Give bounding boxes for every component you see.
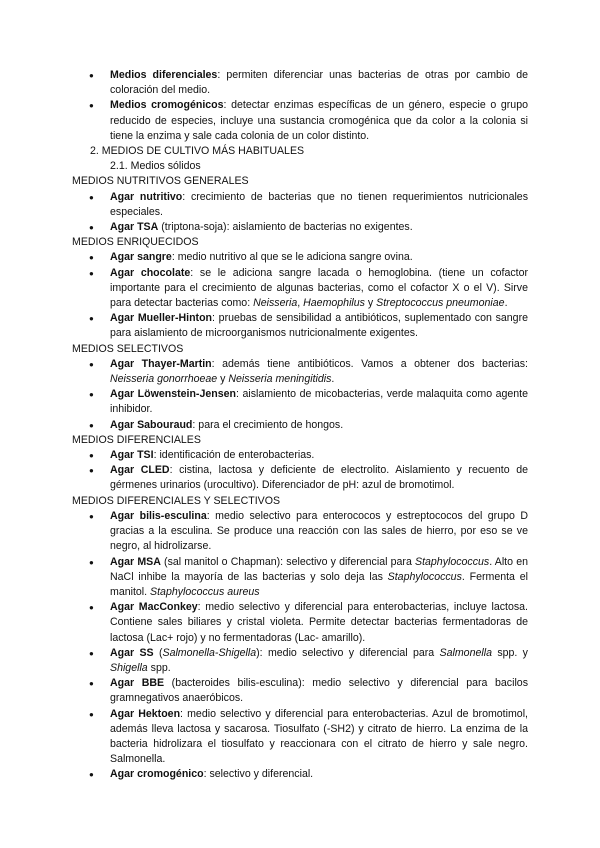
list-item: ● Agar Thayer-Martin: además tiene antibióticos. Vamos a obtener dos bacterias: Neisseria gonorrhoeae y Neisseria meningitidis. [72, 357, 528, 387]
list-item: ● Agar nutritivo: crecimiento de bacterias que no tienen requerimientos nutricionales especiales. [72, 190, 528, 220]
section-title-enriquecidos: MEDIOS ENRIQUECIDOS [72, 236, 199, 249]
section-title-nutritivos: MEDIOS NUTRITIVOS GENERALES [72, 175, 249, 188]
subsection-heading-2-1: 2.1. Medios sólidos [110, 160, 201, 173]
section-title-selectivos: MEDIOS SELECTIVOS [72, 342, 184, 355]
section-title-dif-selectivos: MEDIOS DIFERENCIALES Y SELECTIVOS [72, 494, 281, 507]
list-item: ● Agar SS (Salmonella-Shigella): medio selectivo y diferencial para Salmonella spp. y Shigella spp. [72, 646, 528, 676]
list-item: ● Agar Mueller-Hinton: pruebas de sensibilidad a antibióticos, suplementado con sangre para aislamiento de microorganismos nutricionalmente exigentes. [72, 311, 528, 341]
list-item: ● Agar TSA (triptona-soja): aislamiento de bacterias no exigentes. [72, 220, 528, 235]
list-item: ● Medios diferenciales: permiten diferenciar unas bacterias de otras por cambio de coloración del medio. [72, 68, 528, 98]
list-item: ● Agar bilis-esculina: medio selectivo para enterococos y estreptococos del grupo D gracias a la esculina. Se produce una reacción con las sales de hierro, por eso se ve negro, al hidrolizarse. [72, 509, 528, 555]
list-item: ● Agar MacConkey: medio selectivo y diferencial para enterobacterias, incluye lactosa. Contiene sales biliares y cristal violeta. Permite detectar bacterias fermentadoras de lactosa (Lac+ rojo) y no fermentadoras (Lac- amarillo). [72, 600, 528, 646]
section-heading-2: 2. MEDIOS DE CULTIVO MÁS HABITUALES [90, 145, 305, 158]
list-item: ● Agar BBE (bacteroides bilis-esculina): medio selectivo y diferencial para bacilos gramnegativos anaeróbicos. [72, 676, 528, 706]
list-item: ● Medios cromogénicos: detectar enzimas específicas de un género, especie o grupo reducido de especies, incluye una sustancia cromogénica que da color a la colonia si tiene la enzima y sale cada colonia de un color distinto. [72, 98, 528, 144]
list-item: ● Agar Hektoen: medio selectivo y diferencial para enterobacterias. Azul de bromotimol, además lleva lactosa y sacarosa. Tiosulfato (-SH2) y citrato de hierro. La enzima de la bacteria hidrolizara el tiosulfato y reaccionara con el citrato de hierro y sale negro. Salmonella. [72, 707, 528, 768]
section-title-diferenciales: MEDIOS DIFERENCIALES [72, 433, 201, 446]
list-item: ● Agar CLED: cistina, lactosa y deficiente de electrolito. Aislamiento y recuento de gérmenes urinarios (urocultivo). Diferenciador de pH: azul de bromotimol. [72, 463, 528, 493]
list-item: ● Agar Sabouraud: para el crecimiento de hongos. [72, 418, 528, 433]
document-body [72, 68, 528, 783]
list-item: ● Agar chocolate: se le adiciona sangre lacada o hemoglobina. (tiene un cofactor importante para el crecimiento de algunas bacterias, como el cofactor X o el V). Sirve para detectar bacterias como: Neisseria, Haemophilus y Streptococcus pneumoniae. [72, 266, 528, 312]
list-item: ● Agar TSI: identificación de enterobacterias. [72, 448, 528, 463]
list-item: ● Agar MSA (sal manitol o Chapman): selectivo y diferencial para Staphylococcus. Alto en NaCl inhibe la mayoría de las bacterias y solo deja las Staphylococcus. Fermenta el manitol. Staphylococcus aureus [72, 555, 528, 601]
list-item: ● Agar sangre: medio nutritivo al que se le adiciona sangre ovina. [72, 250, 528, 265]
list-item: ● Agar Löwenstein-Jensen: aislamiento de micobacterias, verde malaquita como agente inhibidor. [72, 387, 528, 417]
list-item: ● Agar cromogénico: selectivo y diferencial. [72, 767, 528, 782]
